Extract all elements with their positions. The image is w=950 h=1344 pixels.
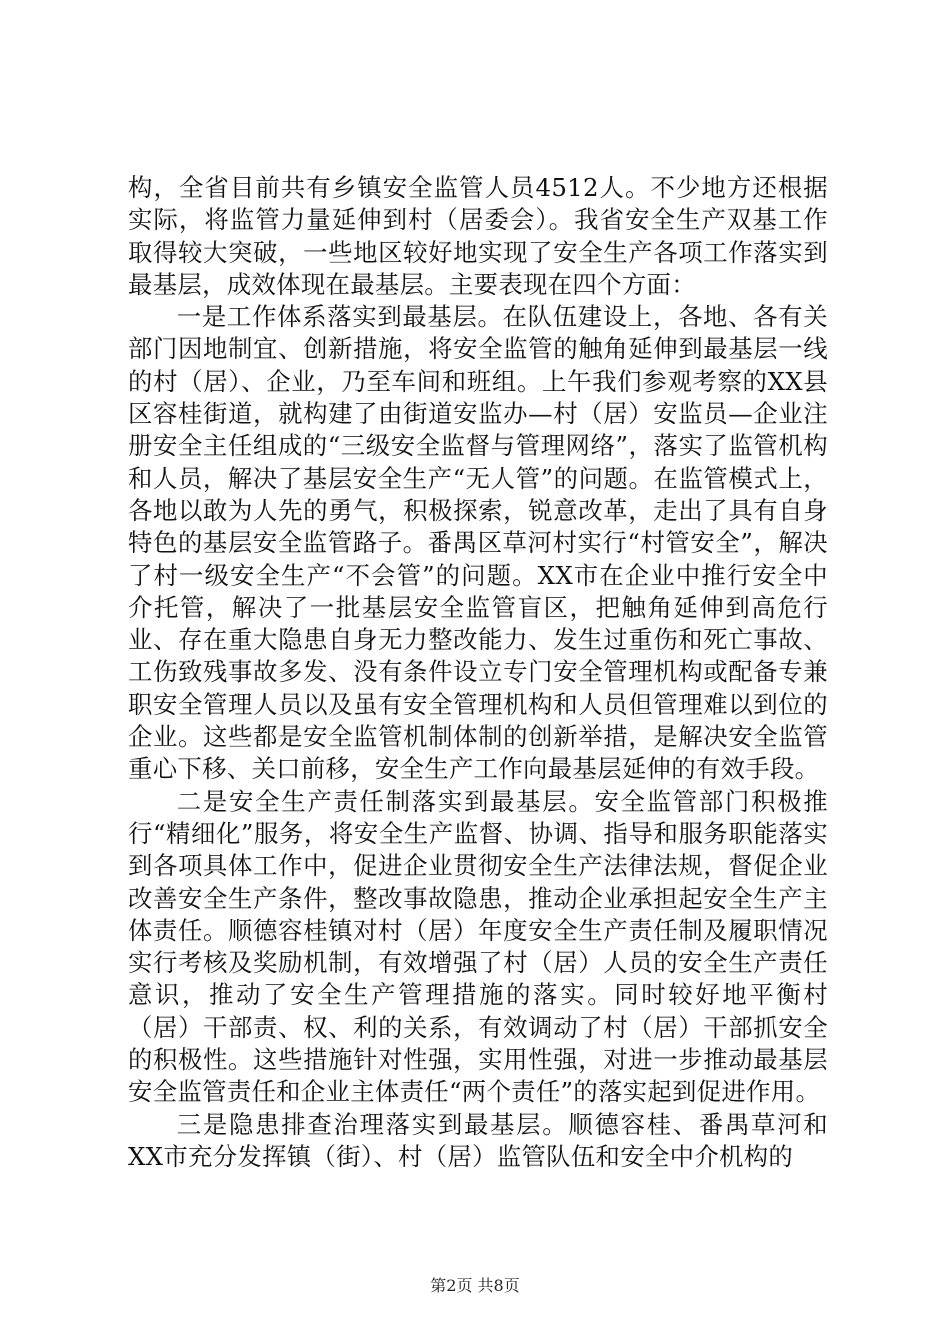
page-number: 第2页 共8页 xyxy=(430,1276,520,1295)
paragraph-continuation: 构，全省目前共有乡镇安全监管人员4512人。不少地方还根据实际，将监管力量延伸到村（居委会）。我省安全生产双基工作取得较大突破，一些地区较好地实现了安全生产各项工作落实到最基层，成效体现在最基层。主要表现在四个方面： xyxy=(128,173,828,299)
paragraph-work-system: 一是工作体系落实到最基层。在队伍建设上，各地、各有关部门因地制宜、创新措施，将安全监管的触角延伸到最基层一线的村（居）、企业，乃至车间和班组。上午我们参观考察的XX县区容桂街道，就构建了由街道安监办—村（居）安监员—企业注册安全主任组成的“三级安全监督与管理网络”，落实了监管机构和人员，解决了基层安全生产“无人管”的问题。在监管模式上，各地以敢为人先的勇气，积极探索，锐意改革，走出了具有自身特色的基层安全监管路子。番禺区草河村实行“村管安全”，解决了村一级安全生产“不会管”的问题。XX市在企业中推行安全中介托管，解决了一批基层安全监管盲区，把触角延伸到高危行业、存在重大隐患自身无力整改能力、发生过重伤和死亡事故、工伤致残事故多发、没有条件设立专门安全管理机构或配备专兼职安全管理人员以及虽有安全管理机构和人员但管理难以到位的企业。这些都是安全监管机制体制的创新举措，是解决安全监管重心下移、关口前移，安全生产工作向最基层延伸的有效手段。 xyxy=(128,302,828,784)
page-footer xyxy=(0,1276,950,1296)
paragraph-hazard-inspection: 三是隐患排查治理落实到最基层。顺德容桂、番禺草河和XX市充分发挥镇（街）、村（居）监管队伍和安全中介机构的 xyxy=(128,1109,828,1171)
body-text xyxy=(128,172,828,1173)
paragraph-responsibility: 二是安全生产责任制落实到最基层。安全监管部门积极推行“精细化”服务，将安全生产监督、协调、指导和服务职能落实到各项具体工作中，促进企业贯彻安全生产法律法规，督促企业改善安全生产条件，整改事故隐患，推动企业承担起安全生产主体责任。顺德容桂镇对村（居）年度安全生产责任制及履职情况实行考核及奖励机制，有效增强了村（居）人员的安全生产责任意识，推动了安全生产管理措施的落实。同时较好地平衡村（居）干部责、权、利的关系，有效调动了村（居）干部抓安全的积极性。这些措施针对性强，实用性强，对进一步推动最基层安全监管责任和企业主体责任“两个责任”的落实起到促进作用。 xyxy=(128,786,828,1107)
